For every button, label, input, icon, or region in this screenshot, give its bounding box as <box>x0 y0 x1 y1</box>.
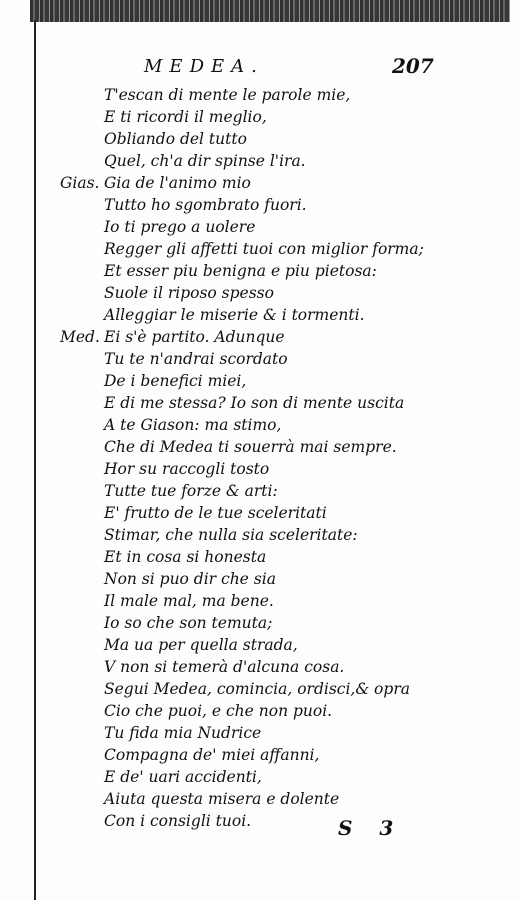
verse-line <box>0 194 521 216</box>
verse-text: Tutte tue forze & arti: <box>104 482 278 500</box>
speaker-label: Med. <box>60 328 100 346</box>
verse-text: Tutto ho sgombrato fuori. <box>104 196 307 214</box>
verse-text: Suole il riposo spesso <box>104 284 274 302</box>
verse-text: Hor su raccogli tosto <box>104 460 270 478</box>
verse-text: Ei s'è partito. Adunque <box>104 328 285 346</box>
verse-block <box>0 84 521 832</box>
verse-text: Compagna de' miei affanni, <box>104 746 320 764</box>
verse-text: Alleggiar le miserie & i tormenti. <box>104 306 365 324</box>
running-head: MEDEA. <box>144 56 264 77</box>
page-top-edge <box>30 0 510 22</box>
verse-line <box>0 678 521 700</box>
verse-line <box>0 744 521 766</box>
verse-line <box>0 788 521 810</box>
verse-text: Regger gli affetti tuoi con miglior forma; <box>104 240 424 258</box>
verse-text: Che di Medea ti souerrà mai sempre. <box>104 438 397 456</box>
verse-text: Non si puo dir che sia <box>104 570 276 588</box>
verse-text: Io so che son temuta; <box>104 614 273 632</box>
verse-text: Stimar, che nulla sia sceleritate: <box>104 526 358 544</box>
verse-line <box>0 128 521 150</box>
verse-text: Aiuta questa misera e dolente <box>104 790 340 808</box>
verse-line <box>0 810 521 832</box>
verse-line <box>0 392 521 414</box>
page-number: 207 <box>392 54 434 78</box>
verse-line <box>0 656 521 678</box>
verse-line <box>0 216 521 238</box>
verse-text: A te Giason: ma stimo, <box>104 416 282 434</box>
verse-text: Cio che puoi, e che non puoi. <box>104 702 333 720</box>
verse-text: Et in cosa si honesta <box>104 548 267 566</box>
verse-line <box>0 722 521 744</box>
verse-text: E di me stessa? Io son di mente uscita <box>104 394 405 412</box>
verse-line <box>0 590 521 612</box>
verse-text: E ti ricordi il meglio, <box>104 108 267 126</box>
verse-line <box>0 700 521 722</box>
verse-line <box>0 546 521 568</box>
verse-line <box>0 348 521 370</box>
verse-line <box>0 238 521 260</box>
verse-text: Ma ua per quella strada, <box>104 636 298 654</box>
verse-text: Gia de l'animo mio <box>104 174 251 192</box>
verse-line <box>0 502 521 524</box>
verse-line <box>0 766 521 788</box>
verse-line <box>0 568 521 590</box>
verse-text: Segui Medea, comincia, ordisci,& opra <box>104 680 410 698</box>
verse-line <box>0 524 521 546</box>
verse-text: E de' uari accidenti, <box>104 768 262 786</box>
speaker-label: Gias. <box>60 174 100 192</box>
verse-line <box>0 612 521 634</box>
verse-text: Quel, ch'a dir spinse l'ira. <box>104 152 306 170</box>
signature-mark: S 3 <box>338 816 404 840</box>
verse-line <box>0 84 521 106</box>
verse-line <box>0 414 521 436</box>
verse-line <box>0 282 521 304</box>
verse-text: Con i consigli tuoi. <box>104 812 252 830</box>
verse-text: V non si temerà d'alcuna cosa. <box>104 658 345 676</box>
verse-text: De i benefici miei, <box>104 372 247 390</box>
verse-text: Obliando del tutto <box>104 130 247 148</box>
verse-line <box>0 106 521 128</box>
verse-line <box>0 634 521 656</box>
verse-line <box>0 304 521 326</box>
verse-line <box>0 326 521 348</box>
verse-text: Io ti prego a uolere <box>104 218 256 236</box>
verse-line <box>0 260 521 282</box>
verse-line <box>0 458 521 480</box>
verse-text: T'escan di mente le parole mie, <box>104 86 351 104</box>
page-header <box>0 56 521 82</box>
verse-text: Et esser piu benigna e piu pietosa: <box>104 262 377 280</box>
verse-line <box>0 436 521 458</box>
verse-line <box>0 480 521 502</box>
verse-text: E' frutto de le tue sceleritati <box>104 504 327 522</box>
verse-text: Tu fida mia Nudrice <box>104 724 262 742</box>
verse-text: Tu te n'andrai scordato <box>104 350 288 368</box>
verse-line <box>0 370 521 392</box>
verse-line <box>0 150 521 172</box>
verse-text: Il male mal, ma bene. <box>104 592 274 610</box>
verse-line <box>0 172 521 194</box>
